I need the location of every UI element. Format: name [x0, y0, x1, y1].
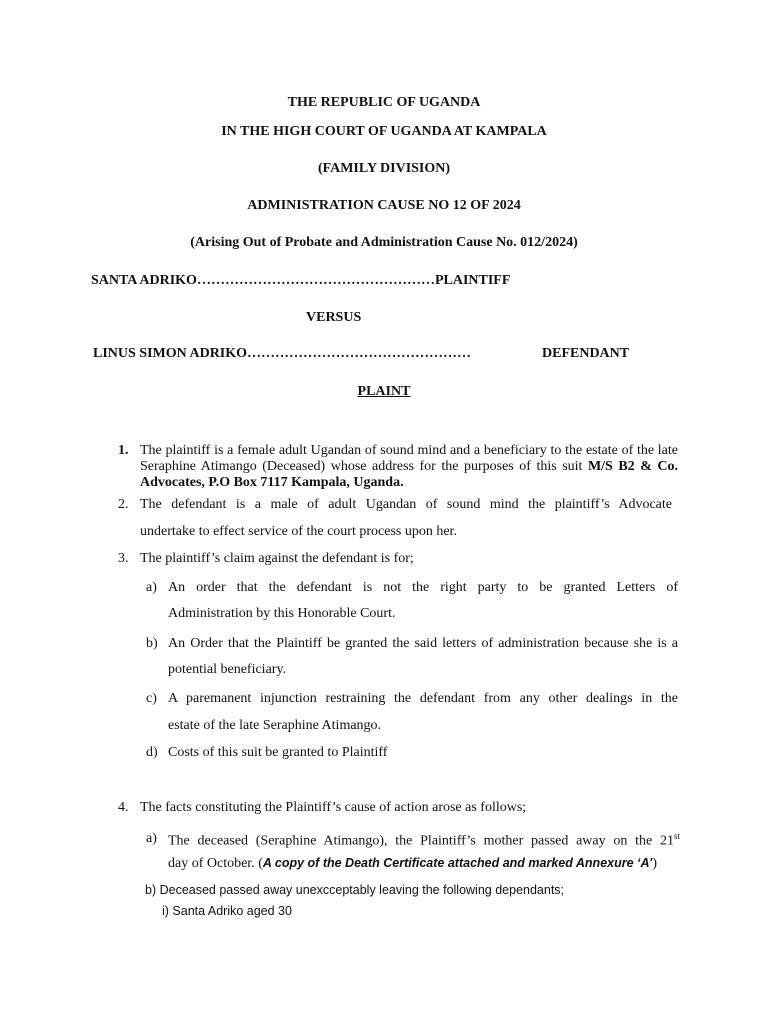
heading-arising: (Arising Out of Probate and Administration Cause No. 012/2024) [190, 235, 578, 250]
para-3a-letter: a) [146, 580, 157, 595]
para-3-text: The plaintiff’s claim against the defendant is for; [140, 551, 414, 566]
heading-court: IN THE HIGH COURT OF UGANDA AT KAMPALA [221, 124, 547, 139]
para-3d-letter: d) [146, 745, 158, 760]
para-3d-line-1: Costs of this suit be granted to Plaintiff [168, 745, 388, 760]
para-4-text: The facts constituting the Plaintiff’s cause of action arose as follows; [140, 800, 527, 815]
heading-cause: ADMINISTRATION CAUSE NO 12 OF 2024 [247, 198, 521, 213]
para-2-line-1: The defendant is a male of adult Ugandan of sound mind the plaintiff’s Advocate [140, 497, 672, 512]
para-3c-line-1: A paremanent injunction restraining the defendant from any other dealings in the [168, 691, 678, 706]
heading-republic: THE REPUBLIC OF UGANDA [287, 95, 481, 110]
para-4a-line-2 [168, 856, 680, 872]
plaintiff-role: PLAINTIFF [434, 273, 511, 288]
para-4b-text: b) Deceased passed away unexcceptably leaving the following dependants; [145, 883, 565, 897]
versus: VERSUS [306, 310, 362, 325]
para-1-number: 1. [118, 443, 129, 458]
defendant-dots: ………………………………………… [247, 346, 472, 361]
defendant-line [93, 346, 471, 362]
para-4a-letter: a) [146, 831, 157, 846]
para-4-number: 4. [118, 800, 129, 815]
para-3b-letter: b) [146, 636, 158, 651]
para-3b-line-1: An Order that the Plaintiff be granted the said letters of administration because she is a [168, 636, 678, 651]
para-4a-line-1 [168, 831, 680, 850]
para-4a-line-1-text: The deceased (Seraphine Atimango), the Plaintiff’s mother passed away on the 21 [168, 833, 674, 849]
para-1-address: M/S B2 & Co. Advocates, P.O Box 7117 Kampala, Uganda. [140, 459, 678, 490]
para-3c-letter: c) [146, 691, 157, 706]
para-3b-line-2: potential beneficiary. [168, 662, 287, 677]
para-4a-annexure-note: A copy of the Death Certificate attached and marked Annexure ‘A’ [262, 856, 653, 870]
plaintiff-line [91, 273, 510, 289]
plaintiff-name: SANTA ADRIKO [91, 273, 197, 288]
heading-division: (FAMILY DIVISION) [317, 161, 451, 176]
para-1-text [140, 443, 678, 491]
para-1-plain: The plaintiff is a female adult Ugandan of sound mind and a beneficiary to the estate of the late Seraphine Atimango (Deceased) whose address for the purposes of this suit [140, 443, 678, 474]
defendant-role: DEFENDANT [542, 346, 630, 361]
document-title: PLAINT [357, 384, 411, 399]
para-3a-line-2: Administration by this Honorable Court. [168, 606, 396, 621]
para-4a-ordinal: st [673, 831, 680, 841]
para-2-number: 2. [118, 497, 129, 512]
para-4a-line-2-close: ) [652, 856, 657, 871]
para-4b-item-i: i) Santa Adriko aged 30 [162, 904, 292, 918]
para-4a-line-2-plain: day of October. ( [168, 856, 263, 871]
para-3-number: 3. [118, 551, 129, 566]
para-3a-line-1: An order that the defendant is not the right party to be granted Letters of [168, 580, 678, 595]
plaintiff-dots: …………………………………………… [196, 273, 435, 288]
para-3c-line-2: estate of the late Seraphine Atimango. [168, 718, 382, 733]
para-2-line-2: undertake to effect service of the court process upon her. [140, 524, 457, 539]
defendant-name: LINUS SIMON ADRIKO [93, 346, 248, 361]
